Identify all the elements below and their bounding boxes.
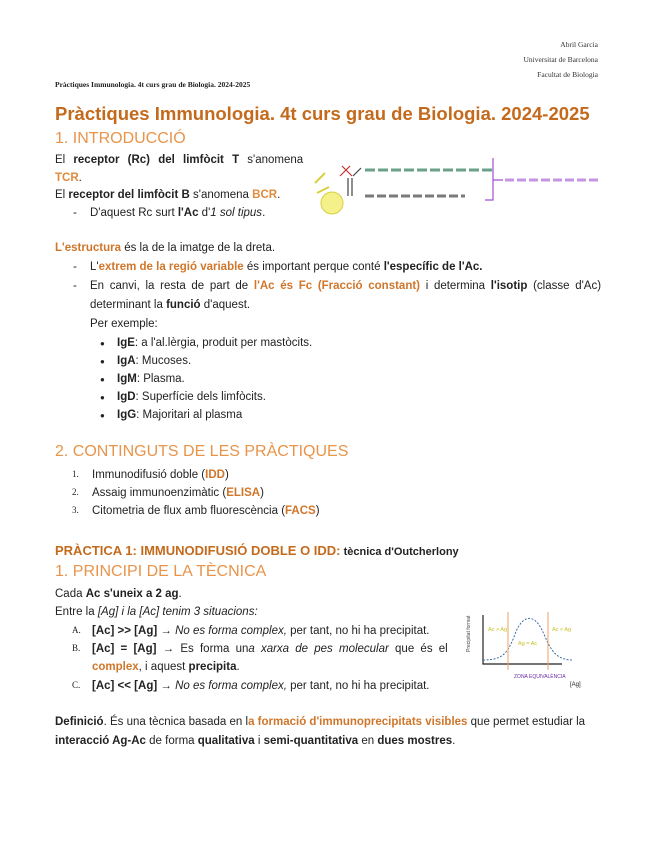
precipitation-curve-sketch — [462, 612, 602, 694]
zone-label: Ag = Ac — [518, 641, 538, 647]
structure-line: L'estructura és la de la imatge de la dreta. — [55, 242, 276, 254]
page-title: Pràctiques Immunologia. 4t curs grau de Biologia. 2024-2025 — [55, 103, 590, 124]
practice-heading: PRÀCTICA 1: IMMUNODIFUSIÓ DOBLE O IDD: tècnica d'Outcherlony — [55, 543, 459, 558]
equivalence-zone-label: ZONA EQUIVALÈNCIA — [514, 674, 566, 680]
case-b-cont: complex, i aquest precipita. — [92, 661, 240, 673]
author: Abril Garcia — [560, 40, 598, 49]
intro-heading: 1. INTRODUCCIÓ — [55, 130, 186, 147]
example-label: Per exemple: — [90, 318, 158, 330]
contents-item: 1. Immunodifusió doble (IDD) — [72, 469, 229, 481]
faculty: Facultat de Biologia — [537, 70, 598, 79]
case-c: C. [Ac] << [Ag] → No es forma complex, per tant, no hi ha precipitat. — [72, 680, 430, 692]
contents-heading: 2. CONTINGUTS DE LES PRÀCTIQUES — [55, 443, 349, 460]
example-item: ● IgM: Plasma. — [100, 373, 185, 385]
case-a: A. [Ac] >> [Ag] → No es forma complex, per tant, no hi ha precipitat. — [72, 625, 430, 637]
antibody-sketch — [305, 158, 625, 220]
x-axis-label: [Ag] — [570, 682, 581, 688]
intro-line-1: El receptor (Rc) del limfòcit T s'anomena — [55, 154, 304, 166]
fc-line: - En canvi, la resta de part de l'Ac és Fc (Fracció constant) i determina l'isotip (classe d'Ac) — [73, 280, 602, 292]
running-title: Pràctiques Immunologia. 4t curs grau de Biologia. 2024-2025 — [55, 80, 251, 89]
intro-line-1b: TCR. — [55, 172, 82, 184]
variable-region-line: - L'extrem de la regió variable és important perque conté l'específic de l'Ac. — [73, 261, 483, 273]
y-axis-label: Precipitat format — [466, 615, 472, 652]
contents-item: 2. Assaig immunoenzimàtic (ELISA) — [72, 487, 264, 499]
example-item: ● IgE: a l'al.lèrgia, produit per mastòcits. — [100, 337, 313, 349]
definition-line-2: interacció Ag-Ac de forma qualitativa i semi-quantitativa en dues mostres. — [55, 735, 456, 747]
case-b: B. [Ac] = [Ag] → Es forma una xarxa de pes molecular que és el — [72, 643, 448, 655]
intro-line-3: - D'aquest Rc surt l'Ac d'1 sol tipus. — [73, 207, 266, 219]
definition-line-1: Definició. És una tècnica basada en la formació d'immunoprecipitats visibles que permet estudiar la — [55, 716, 586, 728]
intro-line-2: El receptor del limfòcit B s'anomena BCR. — [55, 189, 281, 201]
zone-label: Ac < Ag — [552, 627, 572, 633]
principle-line-1: Cada Ac s'uneix a 2 ag. — [55, 588, 182, 600]
principle-line-2: Entre la [Ag] i la [Ac] tenim 3 situacions: — [55, 606, 258, 618]
example-item: ● IgG: Majoritari al plasma — [100, 409, 243, 421]
example-item: ● IgD: Superfície dels limfòcits. — [100, 391, 266, 403]
zone-label: Ac > Ag — [488, 627, 508, 633]
contents-item: 3. Citometria de flux amb fluorescència (FACS) — [72, 505, 320, 517]
principle-heading: 1. PRINCIPI DE LA TÈCNICA — [55, 563, 267, 580]
example-item: ● IgA: Mucoses. — [100, 355, 192, 367]
function-line: determinant la funció d'aquest. — [90, 299, 251, 311]
university: Universitat de Barcelona — [523, 55, 598, 64]
